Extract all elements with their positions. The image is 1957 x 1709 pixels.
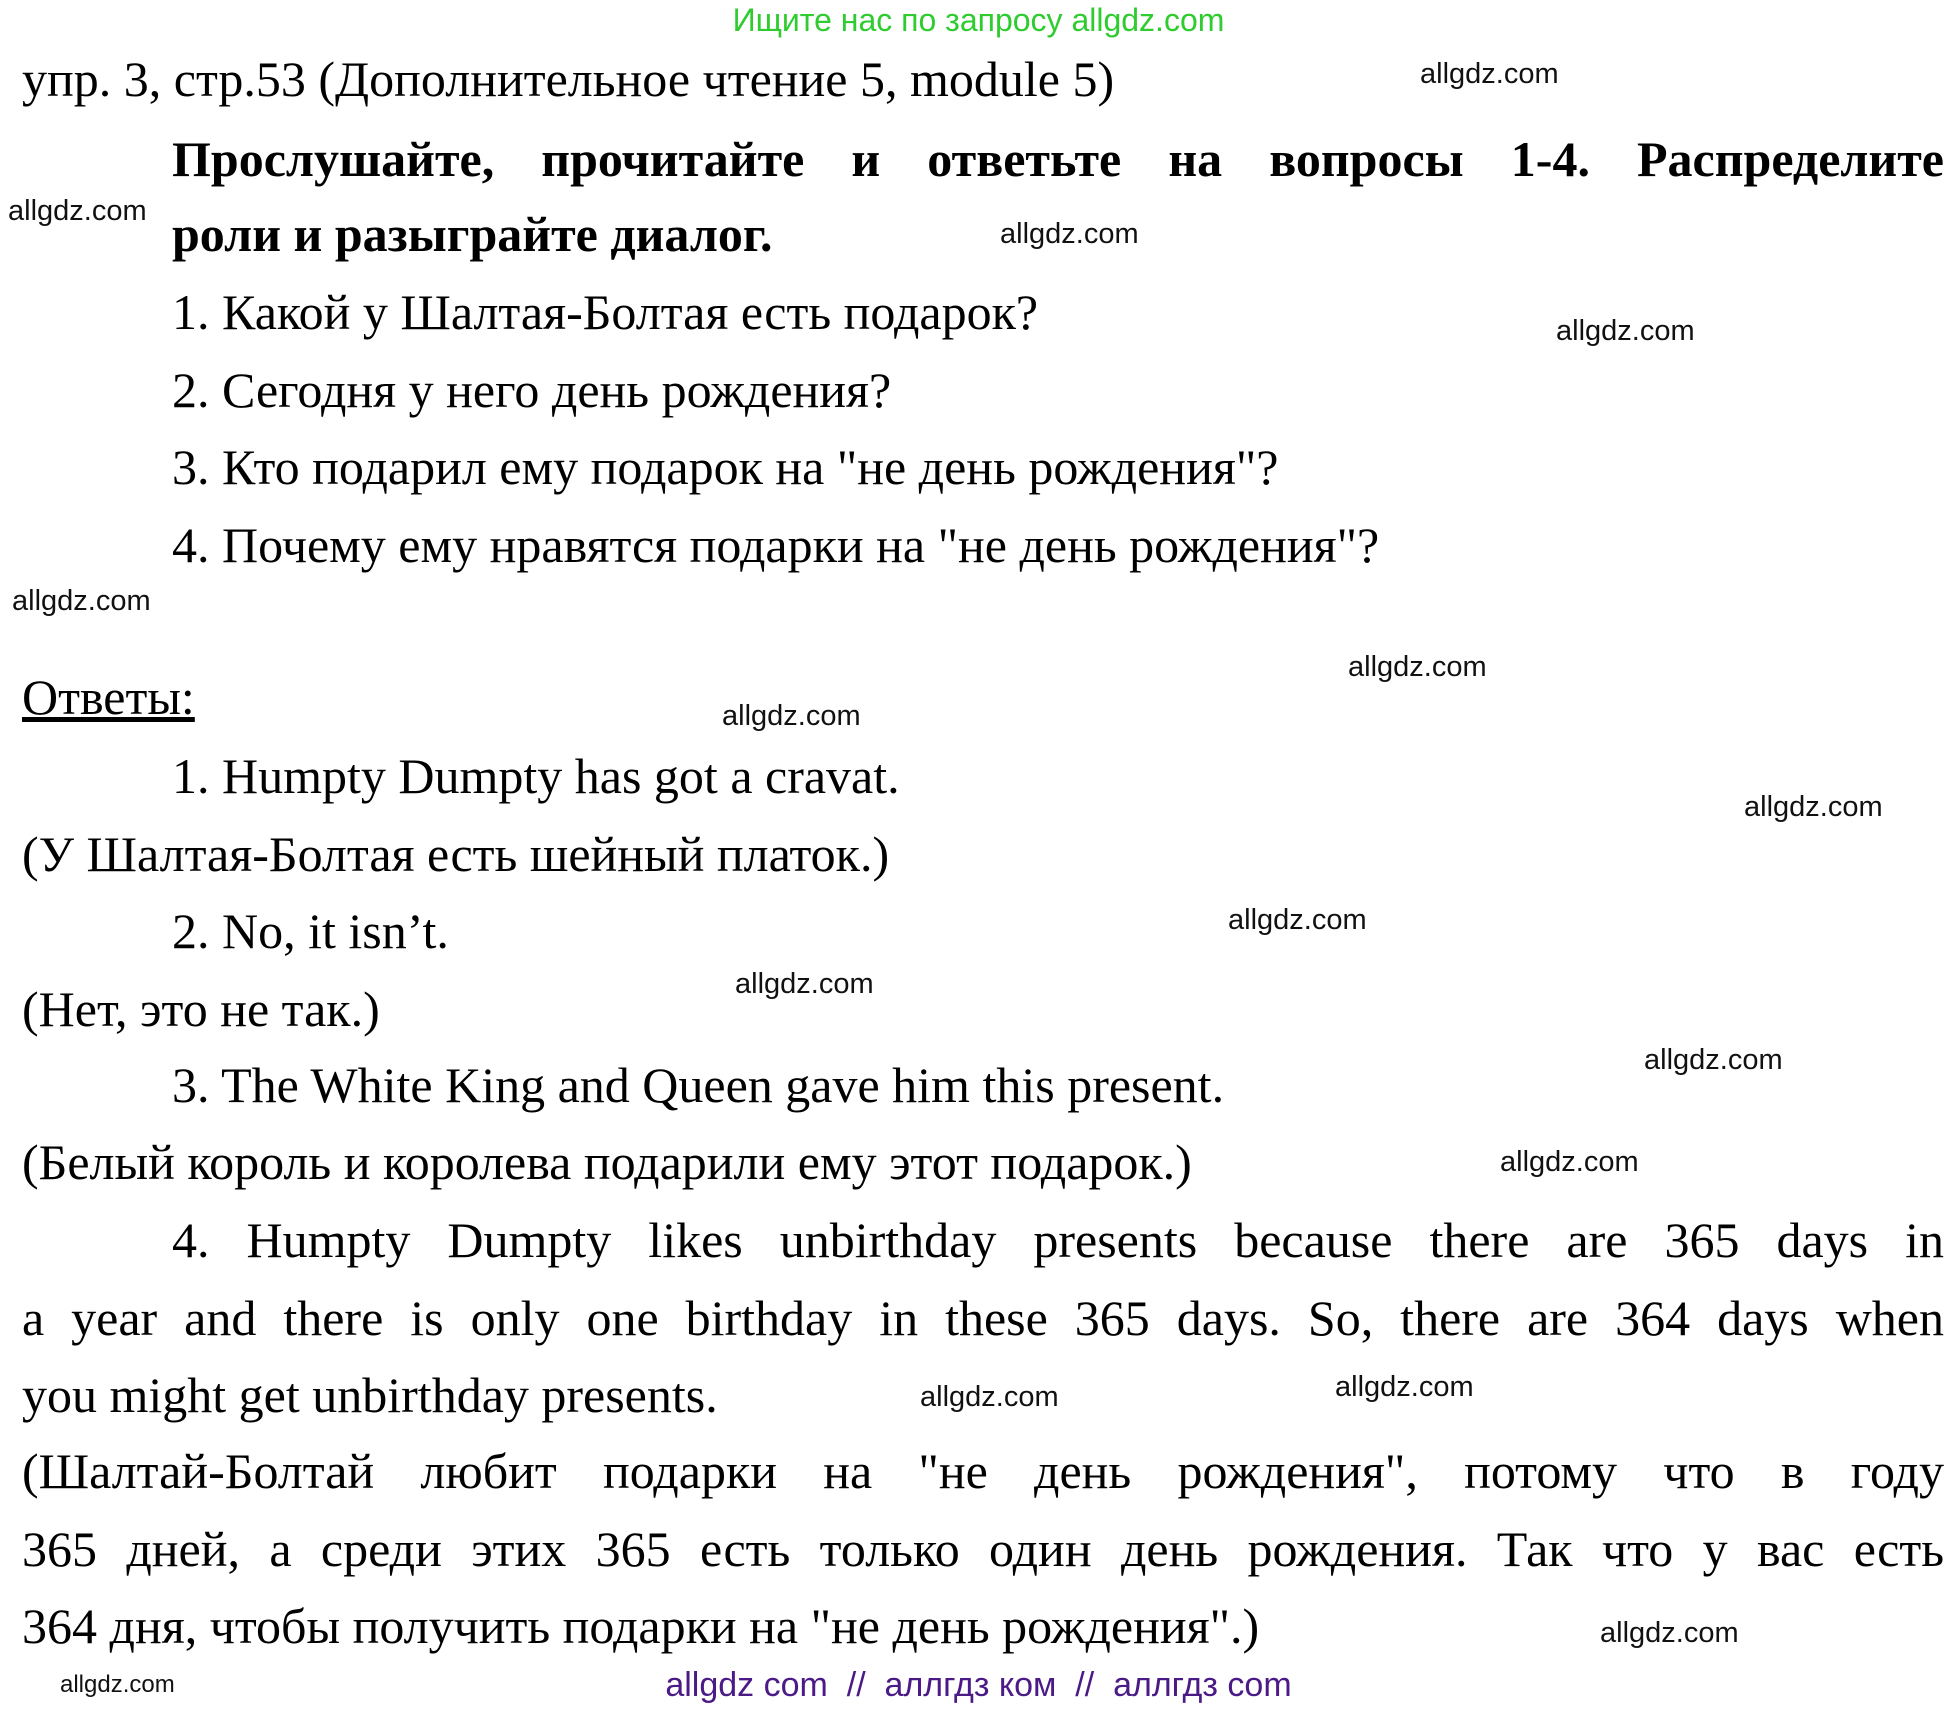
watermark: allgdz.com [8,195,147,227]
instruction-line-2: роли и разыграйте диалог. [172,206,773,262]
answer-2: 2. No, it isn’t. [172,903,449,959]
watermark: allgdz.com [1744,791,1883,823]
watermark: allgdz.com [1420,58,1559,90]
watermark: allgdz.com [735,968,874,1000]
watermark: allgdz.com [60,1671,175,1698]
watermark: allgdz.com [722,700,861,732]
answer-4-line-2: a year and there is only one birthday in these 365 days. So, there are 364 days when [22,1290,1944,1346]
watermark: allgdz.com [1000,218,1139,250]
watermark: allgdz.com [920,1381,1059,1413]
answer-4-translation-line-2: 365 дней, а среди этих 365 есть только один день рождения. Так что у вас есть [22,1521,1944,1577]
watermark: allgdz.com [1348,651,1487,683]
question-1: 1. Какой у Шалтая-Болтая есть подарок? [172,284,1039,340]
search-banner: Ищите нас по запросу allgdz.com [732,2,1225,38]
watermark: allgdz.com [1644,1044,1783,1076]
answer-1-translation: (У Шалтая-Болтая есть шейный платок.) [22,826,890,882]
question-3: 3. Кто подарил ему подарок на "не день рождения"? [172,439,1279,495]
answer-3: 3. The White King and Queen gave him this present. [172,1057,1225,1113]
instruction-line-1: Прослушайте, прочитайте и ответьте на вопросы 1-4. Распределите [172,131,1944,187]
answer-2-translation: (Нет, это не так.) [22,981,380,1037]
answer-4-translation-line-3: 364 дня, чтобы получить подарки на "не день рождения".) [22,1598,1260,1654]
question-2: 2. Сегодня у него день рождения? [172,362,892,418]
answers-heading: Ответы: [22,669,195,725]
watermark: allgdz.com [1600,1617,1739,1649]
answer-4-translation-line-1: (Шалтай-Болтай любит подарки на "не день рождения", потому что в году [22,1443,1944,1499]
watermark: allgdz.com [1228,904,1367,936]
answer-4-line-1: 4. Humpty Dumpty likes unbirthday presents because there are 365 days in [172,1212,1944,1268]
watermark: allgdz.com [1556,315,1695,347]
answer-3-translation: (Белый король и королева подарили ему этот подарок.) [22,1134,1192,1190]
watermark: allgdz.com [12,585,151,617]
answer-1: 1. Humpty Dumpty has got a cravat. [172,748,900,804]
footer-watermark: allgdz com // аллгдз ком // аллгдз com [665,1666,1292,1704]
watermark: allgdz.com [1500,1146,1639,1178]
answer-4-line-3: you might get unbirthday presents. [22,1367,718,1423]
exercise-title: упр. 3, стр.53 (Дополнительное чтение 5, module 5) [22,51,1115,107]
watermark: allgdz.com [1335,1371,1474,1403]
question-4: 4. Почему ему нравятся подарки на "не день рождения"? [172,517,1380,573]
